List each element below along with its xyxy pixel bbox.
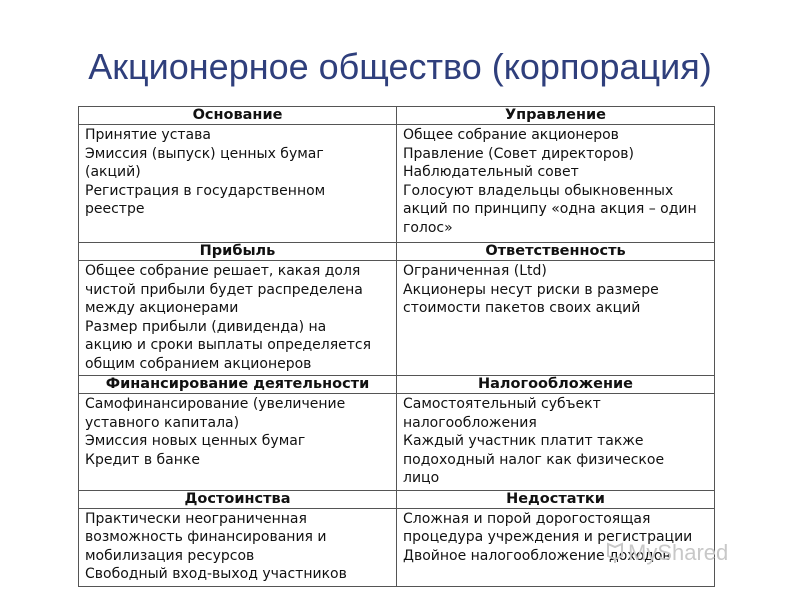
cell-management [397, 125, 715, 243]
cell-line: чистой прибыли будет распределена [85, 281, 363, 298]
header-cell-advantages: Достоинства [79, 490, 397, 508]
cell-line: Голосуют владельцы обыкновенных [403, 182, 674, 199]
cell-line: Самостоятельный субъект [403, 396, 601, 412]
comparison-table [78, 106, 715, 587]
header-cell-profit: Прибыль [79, 243, 397, 261]
cell-line: уставного капитала) [85, 414, 240, 431]
cell-financing [79, 394, 397, 491]
cell-line: акций по принципу «одна акция – один [403, 201, 697, 217]
cell-line: Каждый участник платит также [403, 433, 644, 449]
cell-line: голос» [403, 219, 453, 236]
cell-line: возможность финансирования и [85, 529, 327, 545]
cell-line: Самофинансирование (увеличение [85, 396, 346, 412]
table-row [79, 125, 715, 243]
cell-line: Сложная и порой дорогостоящая [403, 510, 651, 527]
header-cell-management: Управление [397, 107, 715, 125]
cell-line: лицо [403, 470, 440, 486]
header-cell-disadvantages: Недостатки [397, 490, 715, 508]
myshared-logo-icon [606, 542, 624, 564]
table-row [79, 261, 715, 376]
cell-line: Наблюдательный совет [403, 164, 579, 180]
cell-line: Кредит в банке [85, 451, 200, 468]
header-cell-financing: Финансирование деятельности [79, 376, 397, 394]
header-cell-basis: Основание [79, 107, 397, 125]
cell-line: стоимости пакетов своих акций [403, 300, 641, 316]
cell-line: налогообложения [403, 414, 537, 431]
cell-line: мобилизация ресурсов [85, 547, 255, 564]
cell-line: Регистрация в государственном [85, 182, 326, 199]
cell-advantages [79, 508, 397, 586]
cell-liability [397, 261, 715, 376]
table-header-row [79, 107, 715, 125]
cell-line: Практически неограниченная [85, 510, 307, 527]
cell-line: Общее собрание решает, какая доля [85, 263, 361, 279]
cell-line: процедура учреждения и регистрации [403, 529, 693, 545]
cell-line: Правление (Совет директоров) [403, 145, 635, 162]
table-header-row [79, 376, 715, 394]
table-row [79, 394, 715, 491]
cell-line: подоходный налог как физическое [403, 451, 665, 468]
cell-line: Принятие устава [85, 127, 211, 143]
cell-profit [79, 261, 397, 376]
cell-line: Общее собрание акционеров [403, 127, 619, 143]
cell-line: Свободный вход-выход участников [85, 566, 347, 582]
cell-line: Эмиссия (выпуск) ценных бумаг [85, 145, 324, 162]
table-header-row [79, 490, 715, 508]
table-header-row [79, 243, 715, 261]
cell-line: между акционерами [85, 300, 239, 316]
cell-basis [79, 125, 397, 243]
cell-line: реестре [85, 201, 145, 217]
cell-line: Размер прибыли (дивиденда) на [85, 318, 327, 335]
cell-line: акцию и сроки выплаты определяется [85, 337, 372, 353]
cell-line: Эмиссия новых ценных бумаг [85, 433, 306, 449]
page-title: Акционерное общество (корпорация) [88, 46, 712, 87]
watermark-text: MyShared [628, 540, 729, 565]
cell-line: общим собранием акционеров [85, 355, 312, 372]
cell-taxation [397, 394, 715, 491]
cell-line: Ограниченная (Ltd) [403, 263, 547, 279]
header-cell-liability: Ответственность [397, 243, 715, 261]
watermark [606, 540, 728, 566]
header-cell-taxation: Налогообложение [397, 376, 715, 394]
cell-line: Акционеры несут риски в размере [403, 281, 659, 298]
cell-line: (акций) [85, 164, 141, 180]
cell-line: Двойное налогообложение доходов [403, 547, 671, 564]
